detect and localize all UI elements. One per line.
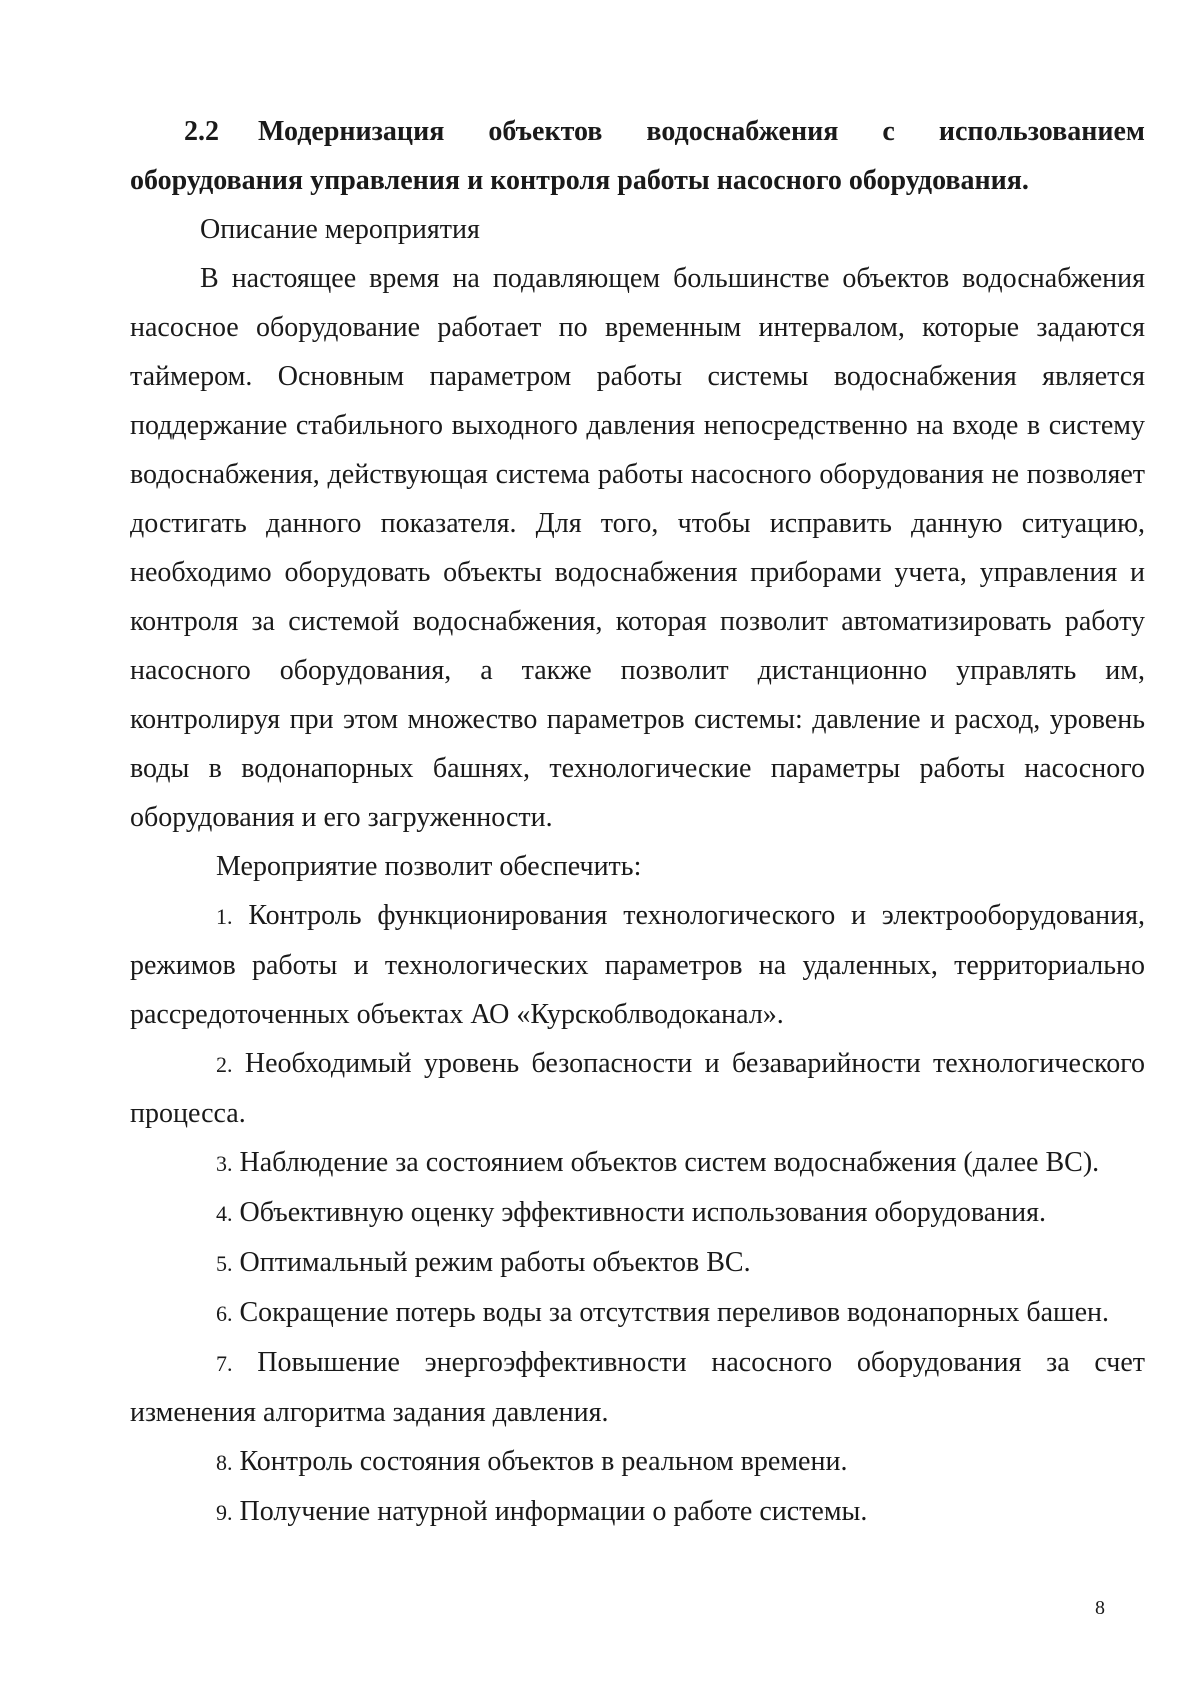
list-item [130, 1487, 1145, 1537]
list-item [130, 1238, 1145, 1288]
document-page [130, 107, 1145, 1537]
subtitle: Описание мероприятия [200, 214, 480, 245]
body-paragraph: В настоящее время на подавляющем большинстве объектов водоснабжения насосное оборудование работает по временным интервалом, которые задаются таймером. Основным параметром работы системы водоснабжения является поддержание стабильного выходного давления непосредственно на входе в систему водоснабжения, действующая система работы насосного оборудования не позволяет достигать данного показателя. Для того, чтобы исправить данную ситуацию, необходимо оборудовать объекты водоснабжения приборами учета, управления и контроля за системой водоснабжения, которая позволит автоматизировать работу насосного оборудования, а также позволит дистанционно управлять им, контролируя при этом множество параметров системы: давление и расход, уровень воды в водонапорных башнях, технологические параметры работы насосного оборудования и его загруженности. [130, 263, 1145, 833]
list-item-number: 5. [216, 1251, 233, 1276]
list-intro: Мероприятие позволит обеспечить: [216, 851, 642, 882]
list-item-text: Получение натурной информации о работе системы. [239, 1496, 868, 1527]
section-title: Модернизация объектов водоснабжения с использованием оборудования управления и контроля работы насосного оборудования. [130, 116, 1145, 196]
list-item-text: Объективную оценку эффективности использования оборудования. [239, 1197, 1047, 1228]
list-item [130, 1138, 1145, 1188]
list-item-number: 9. [216, 1500, 233, 1525]
list-item-number: 6. [216, 1301, 233, 1326]
list-item [130, 1288, 1145, 1338]
list-item-number: 3. [216, 1151, 233, 1176]
list-item [130, 891, 1145, 1039]
list-item-text: Необходимый уровень безопасности и безаварийности технологического процесса. [130, 1048, 1146, 1129]
list-item-text: Оптимальный режим работы объектов ВС. [239, 1247, 751, 1278]
section-number: 2.2 [184, 116, 219, 147]
list-item-number: 8. [216, 1450, 233, 1475]
list-item [130, 1437, 1145, 1487]
list-item-number: 1. [216, 904, 233, 929]
list-item [130, 1338, 1145, 1437]
list-item-number: 7. [216, 1351, 233, 1376]
page-number: 8 [1095, 1597, 1105, 1619]
list-item-number: 4. [216, 1201, 233, 1226]
list-item-number: 2. [216, 1052, 233, 1077]
list-item-text: Контроль состояния объектов в реальном времени. [239, 1446, 848, 1477]
list-item-text: Контроль функционирования технологического и электрооборудования, режимов работы и технологических параметров на удаленных, территориально рассредоточенных объектах АО «Курскоблводоканал». [130, 900, 1146, 1030]
section-heading [130, 107, 1145, 205]
list-item-text: Повышение энергоэффективности насосного оборудования за счет изменения алгоритма задания давления. [130, 1347, 1145, 1428]
measures-list [130, 891, 1145, 1537]
list-item-text: Сокращение потерь воды за отсутствия переливов водонапорных башен. [239, 1297, 1109, 1328]
list-item [130, 1039, 1145, 1138]
list-item [130, 1188, 1145, 1238]
list-item-text: Наблюдение за состоянием объектов систем водоснабжения (далее ВС). [239, 1147, 1100, 1178]
